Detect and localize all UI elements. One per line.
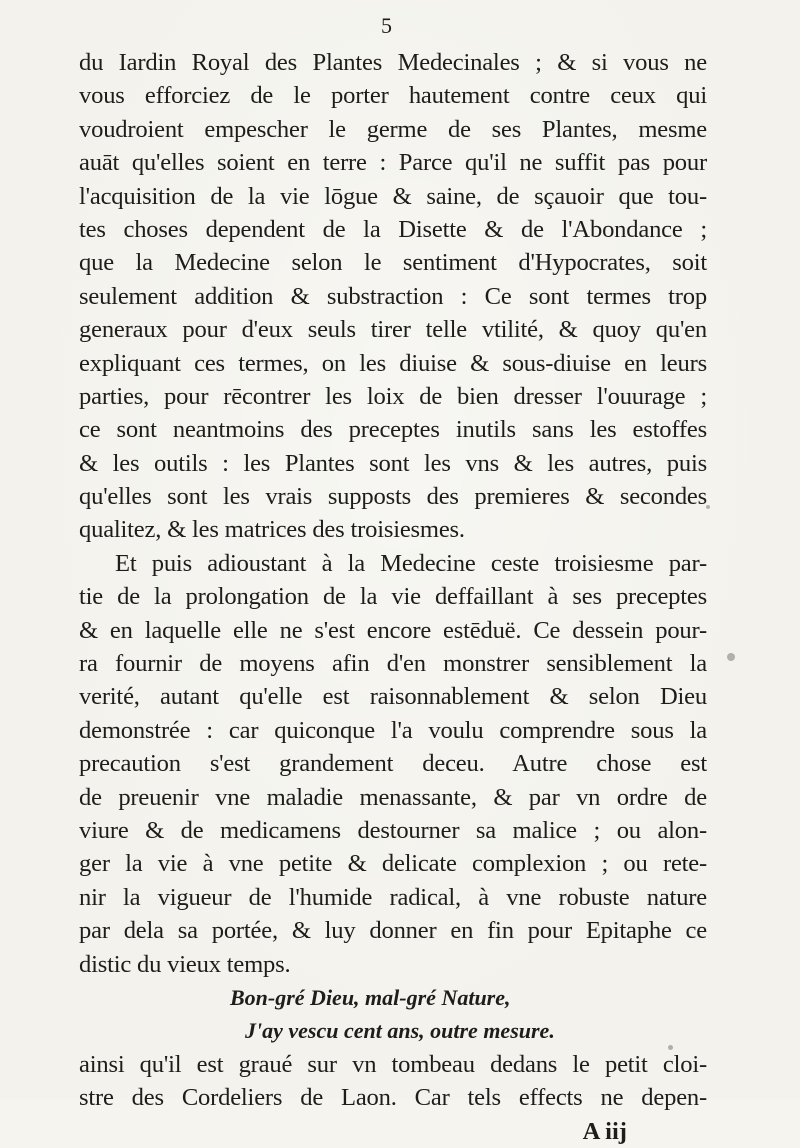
ink-speck (706, 505, 710, 509)
text-line: ainsi qu'il est graué sur vn tombeau dedans le petit cloi- (79, 1050, 707, 1078)
paragraph-start-line: Et puis adioustant à la Medecine ceste troisiesme par- (115, 549, 707, 577)
text-line: ce sont neantmoins des preceptes inutils sans les estoffes (79, 416, 707, 444)
text-line: expliquant ces termes, on les diuise & sous-diuise en leurs (79, 349, 707, 377)
text-line: ra fournir de moyens afin d'en monstrer sensiblement la (79, 650, 707, 678)
text-line: ger la vie à vne petite & delicate complexion ; ou rete- (79, 850, 707, 878)
text-line: nir la vigueur de l'humide radical, à vne robuste nature (79, 883, 707, 911)
paragraph-end-line: qualitez, & les matrices des troisiesmes. (79, 516, 465, 544)
text-line: seulement addition & substraction : Ce sont termes trop (79, 282, 707, 310)
text-line: & les outils : les Plantes sont les vns & les autres, puis (79, 449, 707, 477)
text-line: par dela sa portée, & luy donner en fin pour Epitaphe ce (79, 917, 707, 945)
text-line: & en laquelle elle ne s'est encore estēduë. Ce dessein pour- (79, 616, 707, 644)
text-line: du Iardin Royal des Plantes Medecinales ; & si vous ne (79, 49, 707, 76)
text-line: qu'elles sont les vrais supposts des premieres & secondes (79, 483, 707, 511)
text-line: parties, pour rēcontrer les loix de bien dresser l'ouurage ; (79, 382, 707, 410)
epitaph-line-1: Bon-gré Dieu, mal-gré Nature, (230, 984, 511, 1010)
text-line: vous efforciez de le porter hautement contre ceux qui (79, 82, 707, 110)
text-line: de preuenir vne maladie menassante, & par vn ordre de (79, 783, 707, 811)
text-line: que la Medecine selon le sentiment d'Hypocrates, soit (79, 249, 707, 277)
signature-mark: A iij (582, 1117, 627, 1145)
ink-speck (668, 1045, 673, 1050)
text-line: viure & de medicamens destourner sa malice ; ou alon- (79, 816, 707, 844)
text-line: tes choses dependent de la Disette & de l'Abondance ; (79, 215, 707, 243)
ink-speck (727, 653, 735, 661)
epitaph-line-2: J'ay vescu cent ans, outre mesure. (245, 1018, 555, 1044)
text-line: auāt qu'elles soient en terre : Parce qu'il ne suffit pas pour (79, 149, 707, 177)
text-line: precaution s'est grandement deceu. Autre chose est (79, 750, 707, 778)
text-line: distic du vieux temps. (79, 950, 291, 978)
text-line: verité, autant qu'elle est raisonnablement & selon Dieu (79, 683, 707, 711)
text-line: generaux pour d'eux seuls tirer telle vtilité, & quoy qu'en (79, 316, 707, 344)
text-line: voudroient empescher le germe de ses Plantes, mesme (79, 115, 707, 143)
text-line: l'acquisition de la vie lōgue & saine, de sçauoir que tou- (79, 182, 707, 210)
page-number: 5 (381, 13, 392, 38)
text-line: demonstrée : car quiconque l'a voulu comprendre sous la (79, 716, 707, 744)
text-line: stre des Cordeliers de Laon. Car tels effects ne depen- (79, 1084, 707, 1112)
text-line: tie de la prolongation de la vie deffaillant à ses preceptes (79, 583, 707, 611)
body-text (79, 46, 707, 1148)
